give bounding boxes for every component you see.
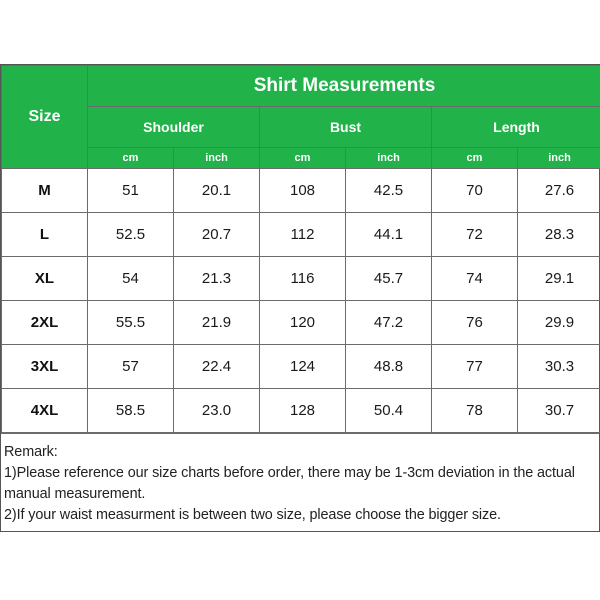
size-cell: M: [2, 169, 88, 213]
group-header-shoulder: Shoulder: [88, 107, 260, 148]
shoulder-inch-cell: 23.0: [174, 389, 260, 433]
size-cell: 2XL: [2, 301, 88, 345]
size-chart: [0, 64, 600, 532]
shoulder-cm-cell: 54: [88, 257, 174, 301]
bust-cm-cell: 116: [260, 257, 346, 301]
remark-line-2: 2)If your waist measurment is between two size, please choose the bigger size.: [4, 507, 501, 523]
bust-cm-cell: 124: [260, 345, 346, 389]
size-column-header: Size: [2, 66, 88, 169]
unit-header: cm: [432, 148, 518, 169]
length-inch-cell: 28.3: [518, 213, 600, 257]
size-cell: XL: [2, 257, 88, 301]
bust-inch-cell: 44.1: [346, 213, 432, 257]
bust-cm-cell: 128: [260, 389, 346, 433]
length-cm-cell: 78: [432, 389, 518, 433]
length-inch-cell: 30.7: [518, 389, 600, 433]
unit-header: cm: [260, 148, 346, 169]
unit-header: cm: [88, 148, 174, 169]
remark-heading: Remark:: [4, 444, 58, 460]
length-cm-cell: 74: [432, 257, 518, 301]
bust-cm-cell: 112: [260, 213, 346, 257]
length-inch-cell: 30.3: [518, 345, 600, 389]
bust-inch-cell: 47.2: [346, 301, 432, 345]
table-row: [2, 301, 600, 345]
shoulder-inch-cell: 20.1: [174, 169, 260, 213]
length-inch-cell: 29.9: [518, 301, 600, 345]
shoulder-cm-cell: 55.5: [88, 301, 174, 345]
table-row: [2, 345, 600, 389]
shoulder-inch-cell: 21.3: [174, 257, 260, 301]
length-inch-cell: 29.1: [518, 257, 600, 301]
group-header-bust: Bust: [260, 107, 432, 148]
shoulder-inch-cell: 20.7: [174, 213, 260, 257]
measurement-table: [1, 65, 600, 433]
length-cm-cell: 70: [432, 169, 518, 213]
bust-cm-cell: 120: [260, 301, 346, 345]
length-cm-cell: 76: [432, 301, 518, 345]
shoulder-cm-cell: 58.5: [88, 389, 174, 433]
bust-inch-cell: 45.7: [346, 257, 432, 301]
shoulder-cm-cell: 51: [88, 169, 174, 213]
size-cell: 4XL: [2, 389, 88, 433]
shoulder-cm-cell: 52.5: [88, 213, 174, 257]
unit-header: inch: [346, 148, 432, 169]
shoulder-inch-cell: 22.4: [174, 345, 260, 389]
size-cell: L: [2, 213, 88, 257]
table-row: [2, 169, 600, 213]
table-row: [2, 257, 600, 301]
length-cm-cell: 77: [432, 345, 518, 389]
unit-header: inch: [174, 148, 260, 169]
group-header-length: Length: [432, 107, 600, 148]
shoulder-cm-cell: 57: [88, 345, 174, 389]
remark-section: [1, 433, 599, 531]
table-row: [2, 389, 600, 433]
bust-inch-cell: 50.4: [346, 389, 432, 433]
unit-header: inch: [518, 148, 600, 169]
bust-inch-cell: 42.5: [346, 169, 432, 213]
size-cell: 3XL: [2, 345, 88, 389]
table-row: [2, 213, 600, 257]
length-cm-cell: 72: [432, 213, 518, 257]
length-inch-cell: 27.6: [518, 169, 600, 213]
bust-cm-cell: 108: [260, 169, 346, 213]
bust-inch-cell: 48.8: [346, 345, 432, 389]
remark-line-1: 1)Please reference our size charts before order, there may be 1-3cm deviation in the actual manual measurement.: [4, 465, 575, 502]
table-title: Shirt Measurements: [88, 66, 600, 107]
shoulder-inch-cell: 21.9: [174, 301, 260, 345]
